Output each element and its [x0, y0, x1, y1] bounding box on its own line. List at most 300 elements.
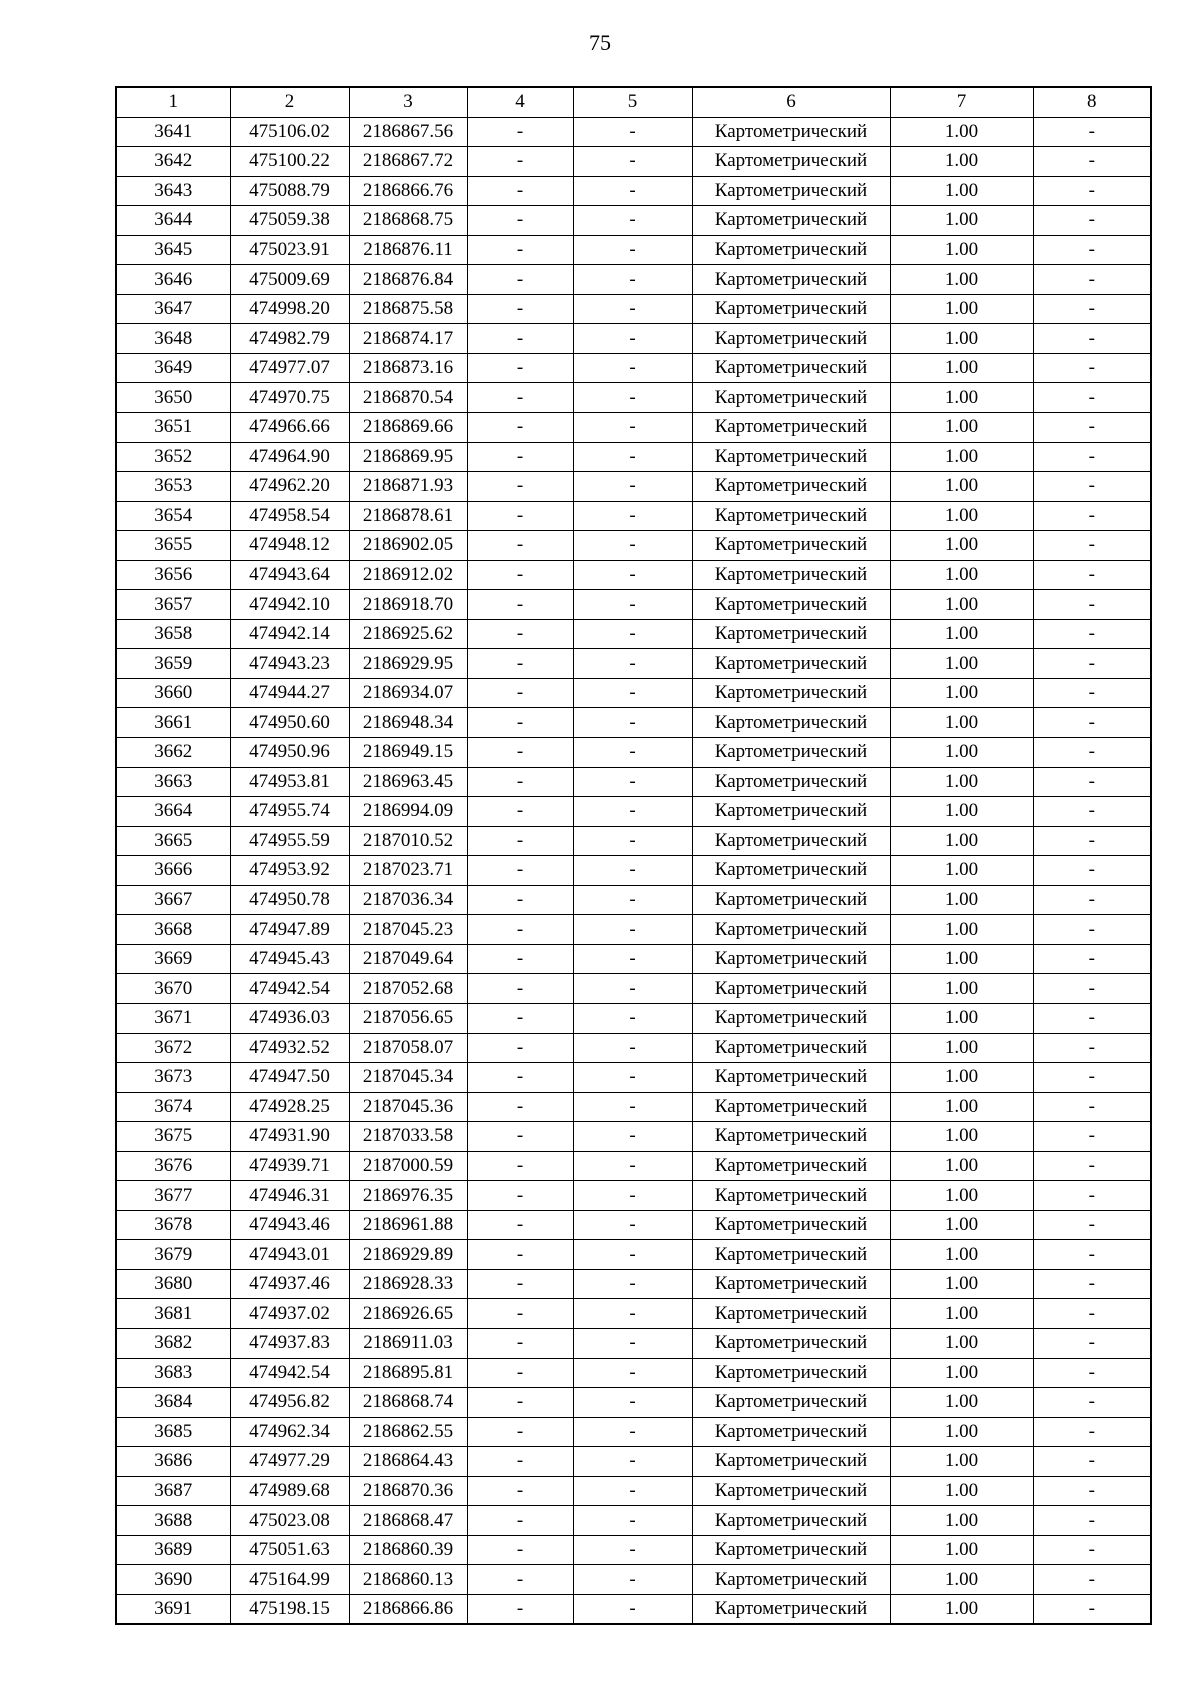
y-coordinate-cell: 2187049.64 [349, 944, 467, 974]
col4-cell: - [467, 1240, 573, 1270]
point-number-cell: 3689 [116, 1535, 230, 1565]
col4-cell: - [467, 885, 573, 915]
method-cell: Картометрический [692, 797, 890, 827]
col4-cell: - [467, 560, 573, 590]
col5-cell: - [573, 856, 692, 886]
y-coordinate-cell: 2186871.93 [349, 472, 467, 502]
table-row [116, 1122, 1151, 1152]
x-coordinate-cell: 474955.74 [230, 797, 349, 827]
col5-cell: - [573, 1328, 692, 1358]
col8-cell: - [1033, 560, 1151, 590]
y-coordinate-cell: 2186963.45 [349, 767, 467, 797]
accuracy-cell: 1.00 [890, 176, 1033, 206]
y-coordinate-cell: 2186926.65 [349, 1299, 467, 1329]
col5-cell: - [573, 738, 692, 768]
col8-cell: - [1033, 1240, 1151, 1270]
col8-cell: - [1033, 1122, 1151, 1152]
col8-cell: - [1033, 1151, 1151, 1181]
col5-cell: - [573, 1358, 692, 1388]
col8-cell: - [1033, 1447, 1151, 1477]
point-number-cell: 3643 [116, 176, 230, 206]
table-row [116, 531, 1151, 561]
x-coordinate-cell: 475023.91 [230, 235, 349, 265]
x-coordinate-cell: 475051.63 [230, 1535, 349, 1565]
point-number-cell: 3681 [116, 1299, 230, 1329]
col8-cell: - [1033, 117, 1151, 147]
col8-cell: - [1033, 1388, 1151, 1418]
table-row [116, 235, 1151, 265]
col5-cell: - [573, 206, 692, 236]
col4-cell: - [467, 383, 573, 413]
method-cell: Картометрический [692, 826, 890, 856]
col4-cell: - [467, 294, 573, 324]
method-cell: Картометрический [692, 413, 890, 443]
accuracy-cell: 1.00 [890, 235, 1033, 265]
col8-cell: - [1033, 1269, 1151, 1299]
table-row [116, 1358, 1151, 1388]
col8-cell: - [1033, 767, 1151, 797]
y-coordinate-cell: 2186869.95 [349, 442, 467, 472]
table-row [116, 1063, 1151, 1093]
point-number-cell: 3665 [116, 826, 230, 856]
accuracy-cell: 1.00 [890, 413, 1033, 443]
column-header-6: 6 [692, 87, 890, 117]
x-coordinate-cell: 475059.38 [230, 206, 349, 236]
accuracy-cell: 1.00 [890, 1417, 1033, 1447]
col8-cell: - [1033, 590, 1151, 620]
y-coordinate-cell: 2186948.34 [349, 708, 467, 738]
table-row [116, 649, 1151, 679]
x-coordinate-cell: 474928.25 [230, 1092, 349, 1122]
col5-cell: - [573, 649, 692, 679]
y-coordinate-cell: 2187052.68 [349, 974, 467, 1004]
header-row [116, 87, 1151, 117]
table-row [116, 147, 1151, 177]
x-coordinate-cell: 474950.60 [230, 708, 349, 738]
accuracy-cell: 1.00 [890, 767, 1033, 797]
col4-cell: - [467, 1299, 573, 1329]
y-coordinate-cell: 2186862.55 [349, 1417, 467, 1447]
method-cell: Картометрический [692, 944, 890, 974]
col4-cell: - [467, 176, 573, 206]
col4-cell: - [467, 767, 573, 797]
table-header [116, 87, 1151, 117]
table-row [116, 1565, 1151, 1595]
x-coordinate-cell: 474947.89 [230, 915, 349, 945]
method-cell: Картометрический [692, 472, 890, 502]
point-number-cell: 3651 [116, 413, 230, 443]
col8-cell: - [1033, 1594, 1151, 1624]
col5-cell: - [573, 1269, 692, 1299]
col5-cell: - [573, 1122, 692, 1152]
x-coordinate-cell: 474966.66 [230, 413, 349, 443]
y-coordinate-cell: 2186949.15 [349, 738, 467, 768]
col5-cell: - [573, 1092, 692, 1122]
y-coordinate-cell: 2186873.16 [349, 353, 467, 383]
accuracy-cell: 1.00 [890, 649, 1033, 679]
accuracy-cell: 1.00 [890, 1565, 1033, 1595]
y-coordinate-cell: 2186876.84 [349, 265, 467, 295]
method-cell: Картометрический [692, 383, 890, 413]
column-header-8: 8 [1033, 87, 1151, 117]
x-coordinate-cell: 474937.02 [230, 1299, 349, 1329]
col8-cell: - [1033, 1063, 1151, 1093]
accuracy-cell: 1.00 [890, 1447, 1033, 1477]
method-cell: Картометрический [692, 1033, 890, 1063]
accuracy-cell: 1.00 [890, 1151, 1033, 1181]
accuracy-cell: 1.00 [890, 147, 1033, 177]
col8-cell: - [1033, 678, 1151, 708]
col4-cell: - [467, 738, 573, 768]
accuracy-cell: 1.00 [890, 324, 1033, 354]
accuracy-cell: 1.00 [890, 1358, 1033, 1388]
col5-cell: - [573, 797, 692, 827]
point-number-cell: 3669 [116, 944, 230, 974]
col8-cell: - [1033, 944, 1151, 974]
method-cell: Картометрический [692, 1358, 890, 1388]
y-coordinate-cell: 2187058.07 [349, 1033, 467, 1063]
y-coordinate-cell: 2187000.59 [349, 1151, 467, 1181]
point-number-cell: 3664 [116, 797, 230, 827]
x-coordinate-cell: 475164.99 [230, 1565, 349, 1595]
y-coordinate-cell: 2186874.17 [349, 324, 467, 354]
table-row [116, 383, 1151, 413]
col4-cell: - [467, 1417, 573, 1447]
col4-cell: - [467, 1269, 573, 1299]
point-number-cell: 3686 [116, 1447, 230, 1477]
point-number-cell: 3675 [116, 1122, 230, 1152]
col5-cell: - [573, 324, 692, 354]
accuracy-cell: 1.00 [890, 1269, 1033, 1299]
col4-cell: - [467, 590, 573, 620]
col8-cell: - [1033, 176, 1151, 206]
col4-cell: - [467, 117, 573, 147]
accuracy-cell: 1.00 [890, 885, 1033, 915]
col5-cell: - [573, 117, 692, 147]
method-cell: Картометрический [692, 353, 890, 383]
col5-cell: - [573, 235, 692, 265]
method-cell: Картометрический [692, 560, 890, 590]
y-coordinate-cell: 2186902.05 [349, 531, 467, 561]
table-row [116, 117, 1151, 147]
method-cell: Картометрический [692, 1447, 890, 1477]
table-row [116, 797, 1151, 827]
col4-cell: - [467, 1003, 573, 1033]
accuracy-cell: 1.00 [890, 1535, 1033, 1565]
col8-cell: - [1033, 324, 1151, 354]
y-coordinate-cell: 2186875.58 [349, 294, 467, 324]
x-coordinate-cell: 474989.68 [230, 1476, 349, 1506]
point-number-cell: 3647 [116, 294, 230, 324]
x-coordinate-cell: 474944.27 [230, 678, 349, 708]
method-cell: Картометрический [692, 885, 890, 915]
y-coordinate-cell: 2186878.61 [349, 501, 467, 531]
accuracy-cell: 1.00 [890, 590, 1033, 620]
col5-cell: - [573, 885, 692, 915]
y-coordinate-cell: 2186868.75 [349, 206, 467, 236]
point-number-cell: 3673 [116, 1063, 230, 1093]
accuracy-cell: 1.00 [890, 472, 1033, 502]
table-row [116, 1210, 1151, 1240]
col5-cell: - [573, 1506, 692, 1536]
page-number: 75 [589, 30, 611, 55]
x-coordinate-cell: 475088.79 [230, 176, 349, 206]
col8-cell: - [1033, 708, 1151, 738]
point-number-cell: 3662 [116, 738, 230, 768]
col5-cell: - [573, 1476, 692, 1506]
col5-cell: - [573, 176, 692, 206]
col5-cell: - [573, 413, 692, 443]
method-cell: Картометрический [692, 1328, 890, 1358]
y-coordinate-cell: 2187036.34 [349, 885, 467, 915]
method-cell: Картометрический [692, 649, 890, 679]
col4-cell: - [467, 442, 573, 472]
col8-cell: - [1033, 885, 1151, 915]
col4-cell: - [467, 619, 573, 649]
point-number-cell: 3654 [116, 501, 230, 531]
x-coordinate-cell: 474943.23 [230, 649, 349, 679]
col5-cell: - [573, 442, 692, 472]
table-row [116, 294, 1151, 324]
col8-cell: - [1033, 1033, 1151, 1063]
table-row [116, 1476, 1151, 1506]
col5-cell: - [573, 1594, 692, 1624]
col5-cell: - [573, 1388, 692, 1418]
x-coordinate-cell: 474942.54 [230, 1358, 349, 1388]
col4-cell: - [467, 1594, 573, 1624]
method-cell: Картометрический [692, 176, 890, 206]
table-row [116, 944, 1151, 974]
point-number-cell: 3656 [116, 560, 230, 590]
table-row [116, 176, 1151, 206]
accuracy-cell: 1.00 [890, 1476, 1033, 1506]
point-number-cell: 3658 [116, 619, 230, 649]
col4-cell: - [467, 1328, 573, 1358]
col4-cell: - [467, 501, 573, 531]
method-cell: Картометрический [692, 1210, 890, 1240]
method-cell: Картометрический [692, 738, 890, 768]
table-row [116, 974, 1151, 1004]
table-row [116, 1240, 1151, 1270]
accuracy-cell: 1.00 [890, 974, 1033, 1004]
accuracy-cell: 1.00 [890, 678, 1033, 708]
accuracy-cell: 1.00 [890, 531, 1033, 561]
column-header-5: 5 [573, 87, 692, 117]
y-coordinate-cell: 2186870.54 [349, 383, 467, 413]
accuracy-cell: 1.00 [890, 501, 1033, 531]
table-row [116, 619, 1151, 649]
accuracy-cell: 1.00 [890, 1594, 1033, 1624]
point-number-cell: 3659 [116, 649, 230, 679]
accuracy-cell: 1.00 [890, 1240, 1033, 1270]
x-coordinate-cell: 474970.75 [230, 383, 349, 413]
table-row [116, 413, 1151, 443]
method-cell: Картометрический [692, 767, 890, 797]
col4-cell: - [467, 826, 573, 856]
table-row [116, 826, 1151, 856]
y-coordinate-cell: 2186928.33 [349, 1269, 467, 1299]
col8-cell: - [1033, 413, 1151, 443]
col8-cell: - [1033, 1565, 1151, 1595]
x-coordinate-cell: 474953.81 [230, 767, 349, 797]
col8-cell: - [1033, 1092, 1151, 1122]
point-number-cell: 3682 [116, 1328, 230, 1358]
col4-cell: - [467, 1181, 573, 1211]
x-coordinate-cell: 474962.20 [230, 472, 349, 502]
col4-cell: - [467, 1358, 573, 1388]
y-coordinate-cell: 2186961.88 [349, 1210, 467, 1240]
col5-cell: - [573, 590, 692, 620]
y-coordinate-cell: 2186918.70 [349, 590, 467, 620]
col4-cell: - [467, 1033, 573, 1063]
method-cell: Картометрический [692, 1151, 890, 1181]
y-coordinate-cell: 2186864.43 [349, 1447, 467, 1477]
accuracy-cell: 1.00 [890, 708, 1033, 738]
method-cell: Картометрический [692, 531, 890, 561]
point-number-cell: 3677 [116, 1181, 230, 1211]
method-cell: Картометрический [692, 206, 890, 236]
x-coordinate-cell: 474947.50 [230, 1063, 349, 1093]
accuracy-cell: 1.00 [890, 944, 1033, 974]
table-row [116, 1181, 1151, 1211]
col4-cell: - [467, 472, 573, 502]
method-cell: Картометрический [692, 1476, 890, 1506]
col5-cell: - [573, 1003, 692, 1033]
point-number-cell: 3683 [116, 1358, 230, 1388]
table-row [116, 767, 1151, 797]
point-number-cell: 3653 [116, 472, 230, 502]
table-row [116, 501, 1151, 531]
method-cell: Картометрический [692, 1299, 890, 1329]
y-coordinate-cell: 2187045.34 [349, 1063, 467, 1093]
col8-cell: - [1033, 826, 1151, 856]
x-coordinate-cell: 474943.01 [230, 1240, 349, 1270]
point-number-cell: 3679 [116, 1240, 230, 1270]
col5-cell: - [573, 1151, 692, 1181]
method-cell: Картометрический [692, 915, 890, 945]
col4-cell: - [467, 915, 573, 945]
col8-cell: - [1033, 1181, 1151, 1211]
point-number-cell: 3680 [116, 1269, 230, 1299]
point-number-cell: 3650 [116, 383, 230, 413]
point-number-cell: 3685 [116, 1417, 230, 1447]
col8-cell: - [1033, 1003, 1151, 1033]
col5-cell: - [573, 1565, 692, 1595]
col8-cell: - [1033, 1328, 1151, 1358]
point-number-cell: 3666 [116, 856, 230, 886]
col4-cell: - [467, 856, 573, 886]
col5-cell: - [573, 294, 692, 324]
y-coordinate-cell: 2186867.56 [349, 117, 467, 147]
col5-cell: - [573, 944, 692, 974]
point-number-cell: 3691 [116, 1594, 230, 1624]
y-coordinate-cell: 2187033.58 [349, 1122, 467, 1152]
x-coordinate-cell: 474936.03 [230, 1003, 349, 1033]
col8-cell: - [1033, 442, 1151, 472]
col4-cell: - [467, 413, 573, 443]
point-number-cell: 3671 [116, 1003, 230, 1033]
method-cell: Картометрический [692, 1269, 890, 1299]
col5-cell: - [573, 1063, 692, 1093]
table-row [116, 1299, 1151, 1329]
table-body [116, 117, 1151, 1624]
point-number-cell: 3655 [116, 531, 230, 561]
col8-cell: - [1033, 294, 1151, 324]
x-coordinate-cell: 475100.22 [230, 147, 349, 177]
col8-cell: - [1033, 1506, 1151, 1536]
table-row [116, 1092, 1151, 1122]
accuracy-cell: 1.00 [890, 560, 1033, 590]
point-number-cell: 3641 [116, 117, 230, 147]
col8-cell: - [1033, 265, 1151, 295]
col5-cell: - [573, 974, 692, 1004]
method-cell: Картометрический [692, 1565, 890, 1595]
point-number-cell: 3676 [116, 1151, 230, 1181]
col4-cell: - [467, 265, 573, 295]
table-row [116, 1269, 1151, 1299]
point-number-cell: 3644 [116, 206, 230, 236]
col5-cell: - [573, 619, 692, 649]
x-coordinate-cell: 474932.52 [230, 1033, 349, 1063]
col4-cell: - [467, 1535, 573, 1565]
accuracy-cell: 1.00 [890, 442, 1033, 472]
col8-cell: - [1033, 1210, 1151, 1240]
method-cell: Картометрический [692, 501, 890, 531]
accuracy-cell: 1.00 [890, 206, 1033, 236]
accuracy-cell: 1.00 [890, 1328, 1033, 1358]
accuracy-cell: 1.00 [890, 1181, 1033, 1211]
column-header-3: 3 [349, 87, 467, 117]
point-number-cell: 3649 [116, 353, 230, 383]
table-row [116, 1033, 1151, 1063]
point-number-cell: 3652 [116, 442, 230, 472]
x-coordinate-cell: 474964.90 [230, 442, 349, 472]
col4-cell: - [467, 1447, 573, 1477]
y-coordinate-cell: 2186860.39 [349, 1535, 467, 1565]
col4-cell: - [467, 206, 573, 236]
method-cell: Картометрический [692, 442, 890, 472]
y-coordinate-cell: 2186870.36 [349, 1476, 467, 1506]
method-cell: Картометрический [692, 1535, 890, 1565]
y-coordinate-cell: 2186925.62 [349, 619, 467, 649]
col5-cell: - [573, 1033, 692, 1063]
x-coordinate-cell: 474937.83 [230, 1328, 349, 1358]
point-number-cell: 3690 [116, 1565, 230, 1595]
accuracy-cell: 1.00 [890, 1033, 1033, 1063]
method-cell: Картометрический [692, 265, 890, 295]
table-row [116, 324, 1151, 354]
accuracy-cell: 1.00 [890, 294, 1033, 324]
x-coordinate-cell: 474946.31 [230, 1181, 349, 1211]
x-coordinate-cell: 474939.71 [230, 1151, 349, 1181]
x-coordinate-cell: 474977.07 [230, 353, 349, 383]
point-number-cell: 3660 [116, 678, 230, 708]
point-number-cell: 3642 [116, 147, 230, 177]
col5-cell: - [573, 1447, 692, 1477]
column-header-7: 7 [890, 87, 1033, 117]
method-cell: Картометрический [692, 1240, 890, 1270]
point-number-cell: 3668 [116, 915, 230, 945]
y-coordinate-cell: 2186929.89 [349, 1240, 467, 1270]
x-coordinate-cell: 474956.82 [230, 1388, 349, 1418]
table-row [116, 1417, 1151, 1447]
accuracy-cell: 1.00 [890, 1506, 1033, 1536]
accuracy-cell: 1.00 [890, 1063, 1033, 1093]
y-coordinate-cell: 2186867.72 [349, 147, 467, 177]
col5-cell: - [573, 383, 692, 413]
coordinates-table [115, 86, 1152, 1625]
col4-cell: - [467, 1151, 573, 1181]
